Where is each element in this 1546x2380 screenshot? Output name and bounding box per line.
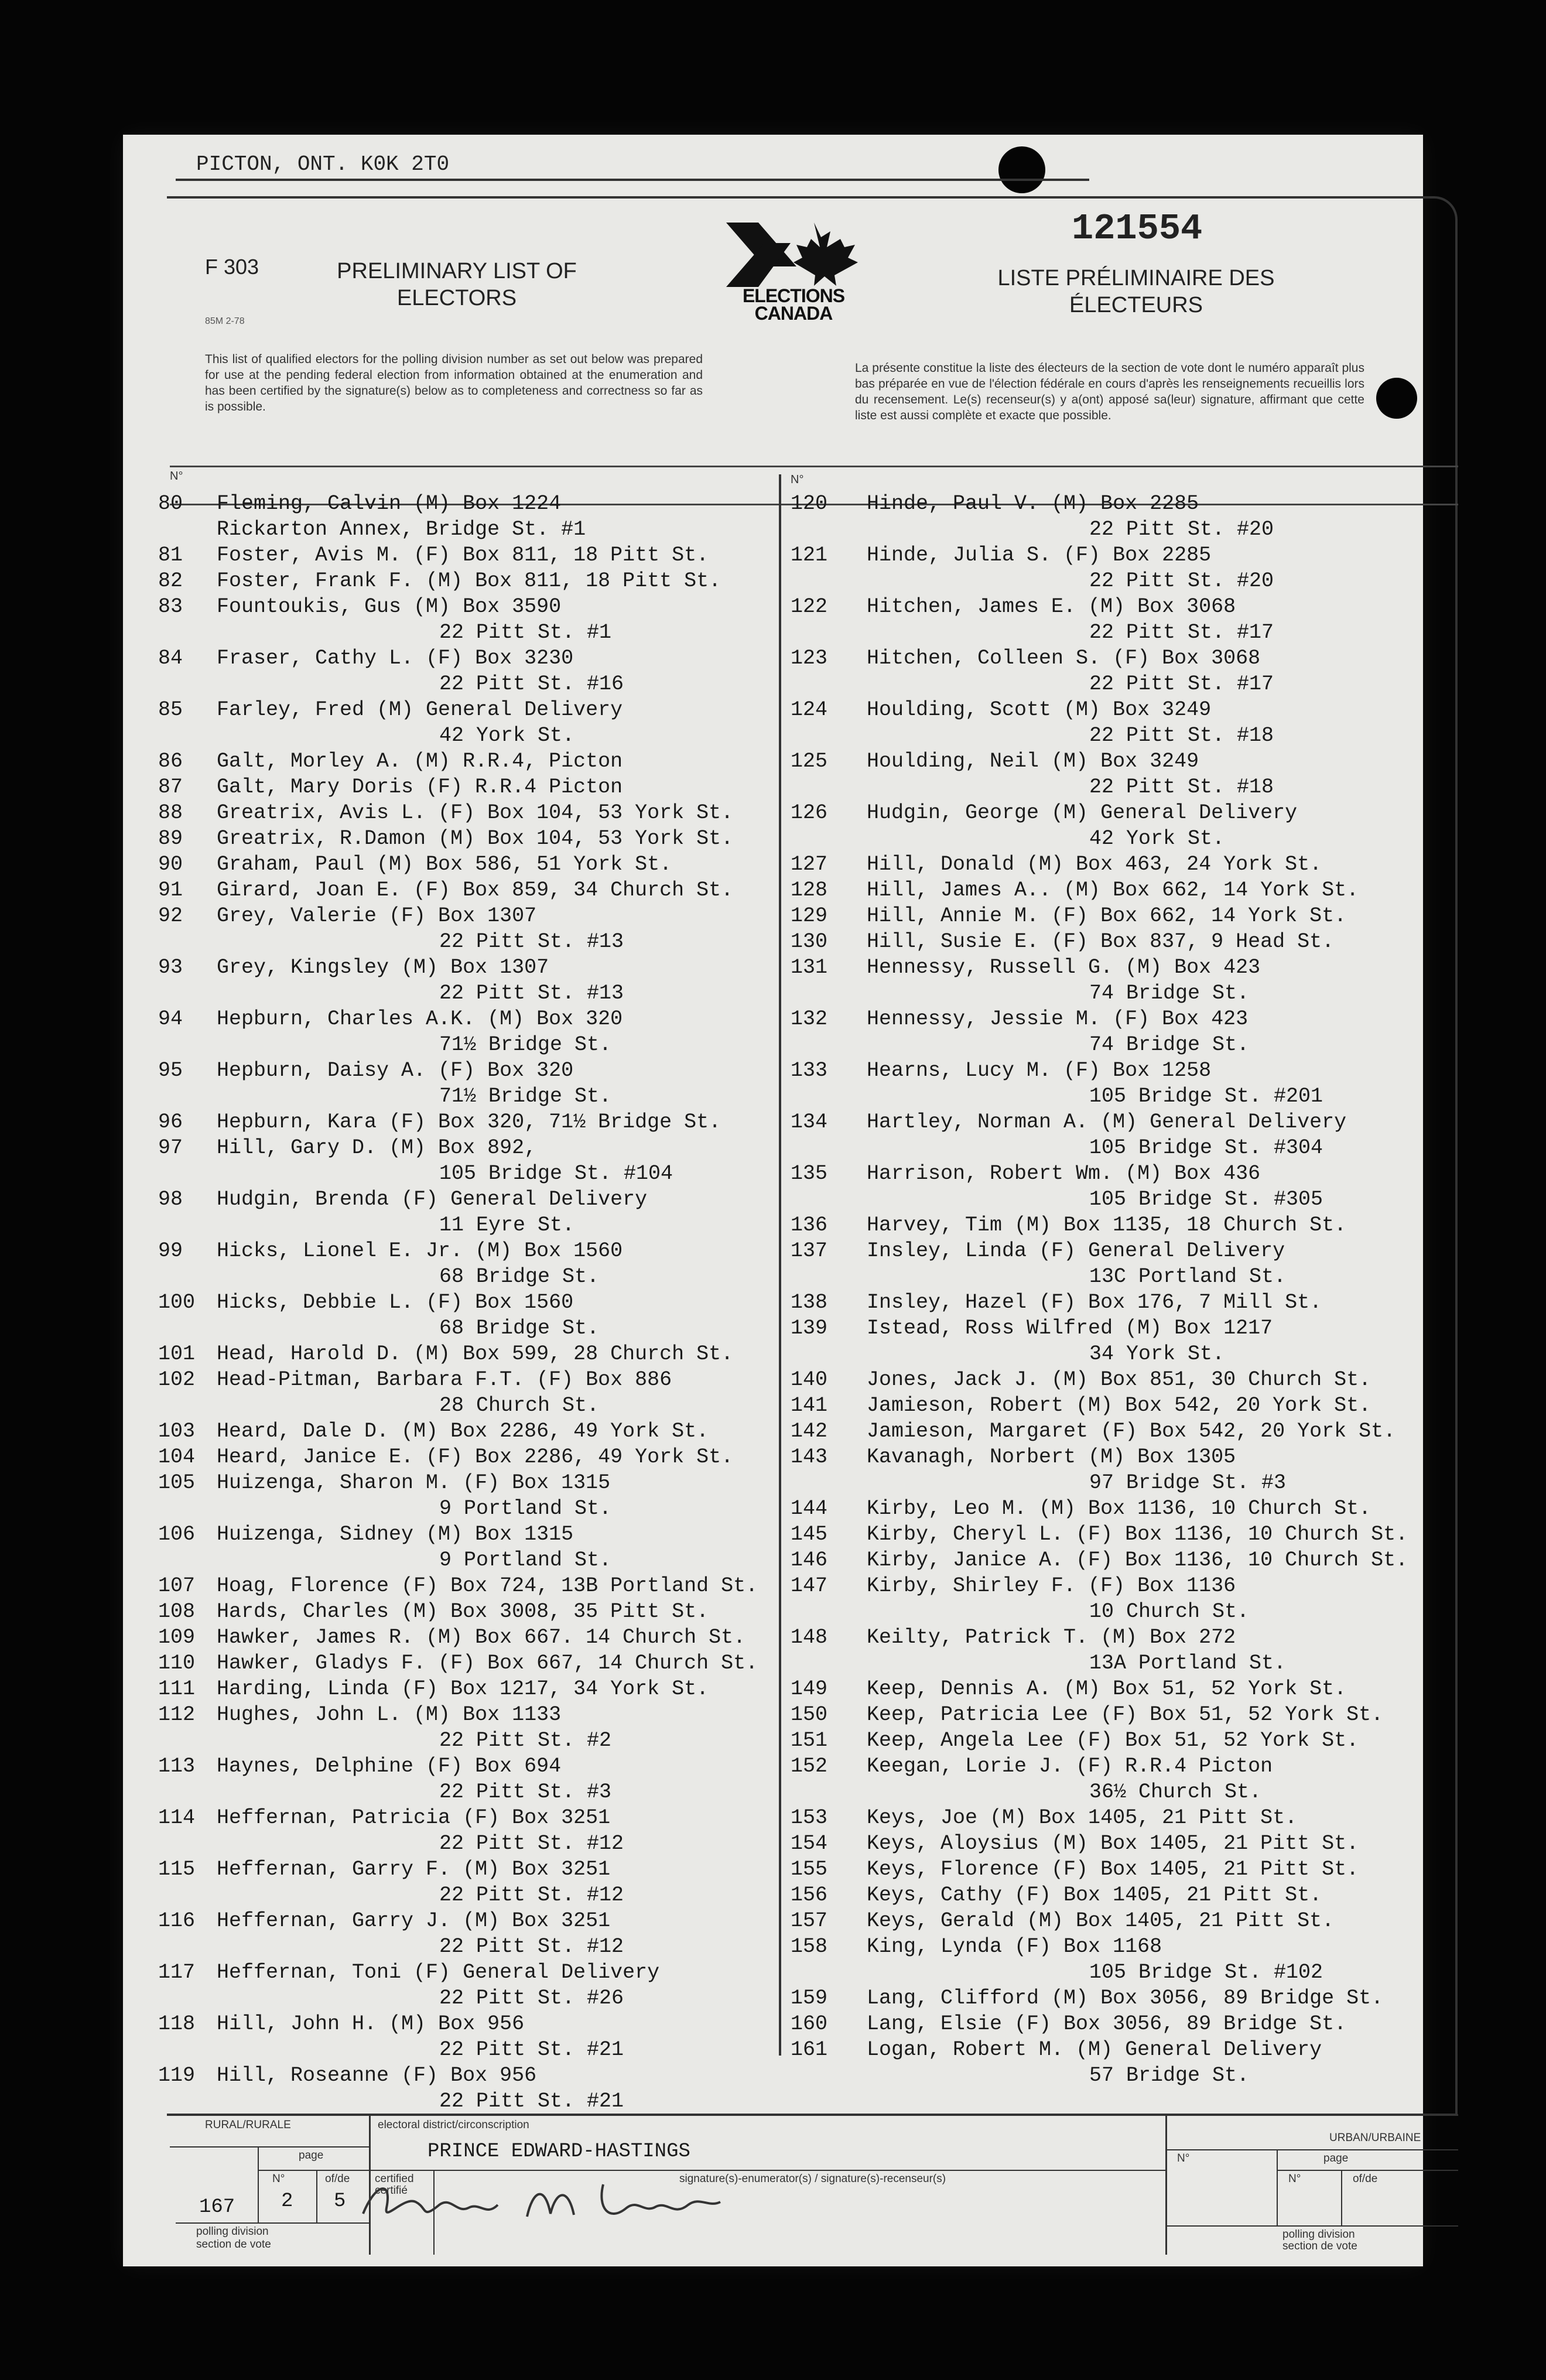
elector-number: 95 — [158, 1059, 183, 1082]
column-number-label: N° — [170, 470, 183, 483]
elector-address: Rickarton Annex, Bridge St. #1 — [217, 518, 586, 541]
elector-number: 98 — [158, 1188, 183, 1211]
elector-name: Istead, Ross Wilfred (M) Box 1217 — [867, 1316, 1273, 1340]
elector-number: 84 — [158, 647, 183, 670]
elector-name: Hartley, Norman A. (M) General Delivery — [867, 1110, 1347, 1134]
elector-address: 105 Bridge St. #201 — [1089, 1085, 1323, 1108]
elector-address: 105 Bridge St. #305 — [1089, 1188, 1323, 1211]
elector-number: 141 — [791, 1394, 828, 1417]
elector-number: 121 — [791, 543, 828, 567]
elector-number: 150 — [791, 1703, 828, 1726]
elector-number: 125 — [791, 750, 828, 773]
elector-address: 13C Portland St. — [1089, 1265, 1287, 1288]
elector-number: 158 — [791, 1935, 828, 1958]
divider — [258, 2170, 369, 2171]
elector-name: Keys, Aloysius (M) Box 1405, 21 Pitt St. — [867, 1832, 1359, 1855]
elector-address: 71½ Bridge St. — [439, 1085, 612, 1108]
elector-address: 105 Bridge St. #104 — [439, 1162, 673, 1185]
elector-name: King, Lynda (F) Box 1168 — [867, 1935, 1162, 1958]
elector-number: 122 — [791, 595, 828, 618]
elector-name: Insley, Hazel (F) Box 176, 7 Mill St. — [867, 1291, 1322, 1314]
elector-name: Greatrix, Avis L. (F) Box 104, 53 York St. — [217, 801, 734, 825]
elector-name: Hill, James A.. (M) Box 662, 14 York St. — [867, 878, 1359, 902]
elector-name: Head, Harold D. (M) Box 599, 28 Church St. — [217, 1342, 734, 1366]
elector-number: 120 — [791, 492, 828, 515]
elector-address: 11 Eyre St. — [439, 1213, 575, 1237]
divider — [176, 179, 1089, 181]
elector-name: Hennessy, Russell G. (M) Box 423 — [867, 956, 1261, 979]
elector-name: Insley, Linda (F) General Delivery — [867, 1239, 1285, 1263]
elector-number: 135 — [791, 1162, 828, 1185]
elector-number: 118 — [158, 2012, 196, 2036]
elector-name: Hudgin, Brenda (F) General Delivery — [217, 1188, 648, 1211]
elector-address: 22 Pitt St. #13 — [439, 982, 624, 1005]
page-total: 5 — [334, 2190, 346, 2213]
elector-number: 116 — [158, 1909, 196, 1933]
elector-number: 128 — [791, 878, 828, 902]
divider — [176, 2222, 369, 2224]
elector-number: 101 — [158, 1342, 196, 1366]
polling-division-label-fr: section de vote — [196, 2238, 271, 2251]
elector-number: 147 — [791, 1574, 828, 1598]
print-code: 85M 2-78 — [205, 316, 245, 326]
elector-number: 93 — [158, 956, 183, 979]
elector-number: 157 — [791, 1909, 828, 1933]
elector-name: Head-Pitman, Barbara F.T. (F) Box 886 — [217, 1368, 672, 1391]
elector-name: Hughes, John L. (M) Box 1133 — [217, 1703, 562, 1726]
elector-number: 106 — [158, 1523, 196, 1546]
elector-number: 103 — [158, 1420, 196, 1443]
divider — [1165, 2225, 1458, 2227]
elector-number: 104 — [158, 1445, 196, 1469]
elector-address: 22 Pitt St. #26 — [439, 1986, 624, 2010]
punch-hole — [998, 146, 1045, 193]
elector-number: 86 — [158, 750, 183, 773]
elector-name: Galt, Morley A. (M) R.R.4, Picton — [217, 750, 623, 773]
elector-address: 105 Bridge St. #304 — [1089, 1136, 1323, 1160]
elector-name: Harrison, Robert Wm. (M) Box 436 — [867, 1162, 1261, 1185]
elector-name: Harding, Linda (F) Box 1217, 34 York St. — [217, 1677, 709, 1701]
elector-address: 97 Bridge St. #3 — [1089, 1471, 1287, 1495]
elector-name: Fountoukis, Gus (M) Box 3590 — [217, 595, 562, 618]
elector-number: 82 — [158, 569, 183, 593]
elector-address: 22 Pitt St. #18 — [1089, 775, 1274, 799]
elector-name: Hudgin, George (M) General Delivery — [867, 801, 1298, 825]
elector-number: 109 — [158, 1626, 196, 1649]
elector-number: 80 — [158, 492, 183, 515]
column-number-label: N° — [791, 473, 804, 486]
elector-address: 22 Pitt St. #12 — [439, 1935, 624, 1958]
elector-name: Hinde, Paul V. (M) Box 2285 — [867, 492, 1199, 515]
elector-number: 111 — [158, 1677, 196, 1701]
divider — [170, 2146, 369, 2148]
elector-name: Kirby, Cheryl L. (F) Box 1136, 10 Church St. — [867, 1523, 1408, 1546]
divider — [258, 2146, 259, 2222]
elector-number: 146 — [791, 1548, 828, 1572]
elector-number: 140 — [791, 1368, 828, 1391]
elector-address: 22 Pitt St. #16 — [439, 672, 624, 696]
elector-number: 112 — [158, 1703, 196, 1726]
elector-number: 156 — [791, 1883, 828, 1907]
elector-name: Girard, Joan E. (F) Box 859, 34 Church St. — [217, 878, 734, 902]
elector-name: Keys, Cathy (F) Box 1405, 21 Pitt St. — [867, 1883, 1322, 1907]
elector-number: 89 — [158, 827, 183, 850]
elector-number: 148 — [791, 1626, 828, 1649]
elector-number: 117 — [158, 1961, 196, 1984]
elector-name: Heard, Janice E. (F) Box 2286, 49 York St. — [217, 1445, 734, 1469]
elector-name: Hinde, Julia S. (F) Box 2285 — [867, 543, 1212, 567]
elector-name: Lang, Clifford (M) Box 3056, 89 Bridge St. — [867, 1986, 1384, 2010]
elector-number: 155 — [791, 1858, 828, 1881]
elector-name: Kirby, Shirley F. (F) Box 1136 — [867, 1574, 1236, 1598]
elector-number: 153 — [791, 1806, 828, 1830]
elector-name: Foster, Avis M. (F) Box 811, 18 Pitt St. — [217, 543, 709, 567]
elector-name: Hawker, James R. (M) Box 667. 14 Church St. — [217, 1626, 746, 1649]
elector-number: 113 — [158, 1755, 196, 1778]
elector-number: 130 — [791, 930, 828, 953]
elector-name: Hill, Gary D. (M) Box 892, — [217, 1136, 537, 1160]
elector-address: 22 Pitt St. #17 — [1089, 672, 1274, 696]
elector-number: 133 — [791, 1059, 828, 1082]
intro-text-french: La présente constitue la liste des électeurs de la section de vote dont le numéro apparaît plus bas préparée en vue de l'élection fédérale en cours d'après les renseignements recueillis lors du recensement. Le(s) recenseur(s) y a(ont) apposé sa(leur) signature, affirmant que cette liste est aussi complète et exacte que possible. — [855, 361, 1364, 422]
elector-number: 81 — [158, 543, 183, 567]
elector-number: 149 — [791, 1677, 828, 1701]
elector-name: Harvey, Tim (M) Box 1135, 18 Church St. — [867, 1213, 1347, 1237]
elector-number: 110 — [158, 1651, 196, 1675]
elector-number: 99 — [158, 1239, 183, 1263]
elector-address: 68 Bridge St. — [439, 1265, 600, 1288]
elector-name: Grey, Kingsley (M) Box 1307 — [217, 956, 549, 979]
elector-name: Hill, Susie E. (F) Box 837, 9 Head St. — [867, 930, 1335, 953]
elector-number: 94 — [158, 1007, 183, 1031]
elector-address: 9 Portland St. — [439, 1497, 612, 1520]
elector-name: Keep, Angela Lee (F) Box 51, 52 York St. — [867, 1729, 1359, 1752]
elector-number: 97 — [158, 1136, 183, 1160]
elector-address: 28 Church St. — [439, 1394, 600, 1417]
urban-polling-label-fr: section de vote — [1282, 2240, 1357, 2252]
elector-name: Hepburn, Kara (F) Box 320, 71½ Bridge St. — [217, 1110, 721, 1134]
elector-name: Hawker, Gladys F. (F) Box 667, 14 Church St. — [217, 1651, 758, 1675]
elector-number: 136 — [791, 1213, 828, 1237]
elector-name: Huizenga, Sidney (M) Box 1315 — [217, 1523, 574, 1546]
elector-name: Keys, Gerald (M) Box 1405, 21 Pitt St. — [867, 1909, 1335, 1933]
elector-number: 143 — [791, 1445, 828, 1469]
elector-number: 154 — [791, 1832, 828, 1855]
page-number: 2 — [281, 2190, 293, 2213]
elector-name: Grey, Valerie (F) Box 1307 — [217, 904, 537, 928]
elector-address: 42 York St. — [1089, 827, 1225, 850]
elector-name: Heffernan, Garry F. (M) Box 3251 — [217, 1858, 611, 1881]
elector-name: Greatrix, R.Damon (M) Box 104, 53 York St. — [217, 827, 734, 850]
elector-name: Foster, Frank F. (M) Box 811, 18 Pitt St. — [217, 569, 721, 593]
elector-number: 115 — [158, 1858, 196, 1881]
elector-number: 152 — [791, 1755, 828, 1778]
elector-name: Kavanagh, Norbert (M) Box 1305 — [867, 1445, 1236, 1469]
elector-number: 159 — [791, 1986, 828, 2010]
elector-name: Hepburn, Charles A.K. (M) Box 320 — [217, 1007, 623, 1031]
form-code: F 303 — [205, 255, 259, 279]
intro-text-english: This list of qualified electors for the polling division number as set out below was prepared for use at the pending federal election from information obtained at the enumeration and has been certified by the signature(s) below as to completeness and correctness so far as is possible. — [205, 353, 703, 413]
elector-name: Heffernan, Garry J. (M) Box 3251 — [217, 1909, 611, 1933]
elector-address: 22 Pitt St. #12 — [439, 1832, 624, 1855]
divider — [1165, 2114, 1167, 2255]
rural-label: RURAL/RURALE — [205, 2119, 291, 2131]
elector-number: 107 — [158, 1574, 196, 1598]
elector-address: 9 Portland St. — [439, 1548, 612, 1572]
divider — [170, 2114, 1458, 2116]
elector-name: Fleming, Calvin (M) Box 1224 — [217, 492, 562, 515]
elector-number: 129 — [791, 904, 828, 928]
elector-name: Hitchen, Colleen S. (F) Box 3068 — [867, 647, 1261, 670]
elector-name: Jamieson, Margaret (F) Box 542, 20 York St. — [867, 1420, 1396, 1443]
elector-name: Hepburn, Daisy A. (F) Box 320 — [217, 1059, 574, 1082]
polling-division-label: polling division — [196, 2225, 269, 2238]
divider — [1165, 2149, 1458, 2150]
urban-no-label: N° — [1177, 2152, 1190, 2164]
elector-name: Hennessy, Jessie M. (F) Box 423 — [867, 1007, 1249, 1031]
elector-address: 57 Bridge St. — [1089, 2064, 1250, 2087]
elector-address: 22 Pitt St. #12 — [439, 1883, 624, 1907]
elector-name: Kirby, Leo M. (M) Box 1136, 10 Church St. — [867, 1497, 1371, 1520]
elector-number: 114 — [158, 1806, 196, 1830]
elector-name: Houlding, Scott (M) Box 3249 — [867, 698, 1212, 721]
elector-number: 124 — [791, 698, 828, 721]
divider — [170, 466, 1458, 467]
elector-address: 10 Church St. — [1089, 1600, 1250, 1623]
elector-number: 96 — [158, 1110, 183, 1134]
elector-number: 92 — [158, 904, 183, 928]
elector-name: Houlding, Neil (M) Box 3249 — [867, 750, 1199, 773]
elector-name: Hearns, Lucy M. (F) Box 1258 — [867, 1059, 1212, 1082]
district-label: electoral district/circonscription — [378, 2119, 529, 2131]
elector-address: 105 Bridge St. #102 — [1089, 1961, 1323, 1984]
elector-name: Hill, Donald (M) Box 463, 24 York St. — [867, 853, 1322, 876]
elector-name: Keys, Joe (M) Box 1405, 21 Pitt St. — [867, 1806, 1298, 1830]
page-label: page — [299, 2149, 324, 2162]
elector-number: 83 — [158, 595, 183, 618]
elector-address: 68 Bridge St. — [439, 1316, 600, 1340]
divider — [316, 2170, 317, 2222]
elector-number: 102 — [158, 1368, 196, 1391]
elector-name: Keep, Patricia Lee (F) Box 51, 52 York St. — [867, 1703, 1384, 1726]
elector-address: 22 Pitt St. #20 — [1089, 569, 1274, 593]
elector-number: 160 — [791, 2012, 828, 2036]
postal-address: PICTON, ONT. K0K 2T0 — [196, 152, 450, 176]
elector-address: 22 Pitt St. #1 — [439, 621, 612, 644]
elector-number: 105 — [158, 1471, 196, 1495]
title-french: LISTE PRÉLIMINAIRE DES ÉLECTEURS — [997, 266, 1275, 317]
elector-number: 100 — [158, 1291, 196, 1314]
elector-name: Heffernan, Toni (F) General Delivery — [217, 1961, 660, 1984]
elector-name: Hill, John H. (M) Box 956 — [217, 2012, 525, 2036]
elector-number: 145 — [791, 1523, 828, 1546]
elector-name: Hill, Roseanne (F) Box 956 — [217, 2064, 537, 2087]
elector-name: Hicks, Lionel E. Jr. (M) Box 1560 — [217, 1239, 623, 1263]
elector-name: Galt, Mary Doris (F) R.R.4 Picton — [217, 775, 623, 799]
elector-name: Keep, Dennis A. (M) Box 51, 52 York St. — [867, 1677, 1347, 1701]
elector-number: 151 — [791, 1729, 828, 1752]
elector-address: 71½ Bridge St. — [439, 1033, 612, 1056]
electors-list-form — [123, 135, 1423, 2266]
elector-name: Lang, Elsie (F) Box 3056, 89 Bridge St. — [867, 2012, 1347, 2036]
certified-label: certified — [375, 2173, 414, 2185]
divider — [1277, 2149, 1278, 2225]
elector-number: 88 — [158, 801, 183, 825]
district-value: PRINCE EDWARD-HASTINGS — [427, 2140, 690, 2163]
polling-division-number: 167 — [199, 2196, 235, 2218]
elector-address: 42 York St. — [439, 724, 575, 747]
elector-number: 126 — [791, 801, 828, 825]
elector-name: Jones, Jack J. (M) Box 851, 30 Church St. — [867, 1368, 1371, 1391]
certified-label-fr: certifié — [375, 2184, 408, 2197]
elector-number: 91 — [158, 878, 183, 902]
elector-address: 74 Bridge St. — [1089, 1033, 1250, 1056]
elector-name: Hards, Charles (M) Box 3008, 35 Pitt St. — [217, 1600, 709, 1623]
elector-name: Farley, Fred (M) General Delivery — [217, 698, 623, 721]
elector-number: 119 — [158, 2064, 196, 2087]
elector-number: 139 — [791, 1316, 828, 1340]
elector-address: 13A Portland St. — [1089, 1651, 1287, 1675]
elector-name: Keilty, Patrick T. (M) Box 272 — [867, 1626, 1236, 1649]
elector-name: Logan, Robert M. (M) General Delivery — [867, 2038, 1322, 2061]
elector-address: 36½ Church St. — [1089, 1780, 1262, 1804]
divider — [1341, 2170, 1342, 2225]
elector-number: 137 — [791, 1239, 828, 1263]
elector-name: Hicks, Debbie L. (F) Box 1560 — [217, 1291, 574, 1314]
elector-address: 22 Pitt St. #21 — [439, 2038, 624, 2061]
elector-number: 127 — [791, 853, 828, 876]
elector-number: 138 — [791, 1291, 828, 1314]
elector-name: Keys, Florence (F) Box 1405, 21 Pitt St. — [867, 1858, 1359, 1881]
elector-number: 90 — [158, 853, 183, 876]
elector-address: 74 Bridge St. — [1089, 982, 1250, 1005]
elector-name: Heffernan, Patricia (F) Box 3251 — [217, 1806, 611, 1830]
divider — [369, 2170, 1165, 2171]
elector-number: 134 — [791, 1110, 828, 1134]
elector-name: Fraser, Cathy L. (F) Box 3230 — [217, 647, 574, 670]
elector-name: Keegan, Lorie J. (F) R.R.4 Picton — [867, 1755, 1273, 1778]
elector-number: 108 — [158, 1600, 196, 1623]
elector-name: Huizenga, Sharon M. (F) Box 1315 — [217, 1471, 611, 1495]
elector-address: 22 Pitt St. #18 — [1089, 724, 1274, 747]
elector-address: 22 Pitt St. #2 — [439, 1729, 612, 1752]
elector-number: 161 — [791, 2038, 828, 2061]
divider — [1277, 2170, 1458, 2171]
page-of-label: of/de — [325, 2173, 350, 2185]
elector-address: 22 Pitt St. #17 — [1089, 621, 1274, 644]
elector-name: Haynes, Delphine (F) Box 694 — [217, 1755, 562, 1778]
elector-number: 131 — [791, 956, 828, 979]
elector-number: 144 — [791, 1497, 828, 1520]
title-english: PRELIMINARY LIST OF ELECTORS — [337, 259, 577, 310]
elector-address: 34 York St. — [1089, 1342, 1225, 1366]
logo-wordmark: ELECTIONS CANADA — [742, 285, 845, 324]
elector-name: Graham, Paul (M) Box 586, 51 York St. — [217, 853, 672, 876]
elector-name: Hill, Annie M. (F) Box 662, 14 York St. — [867, 904, 1347, 928]
urban-page-of-label: of/de — [1353, 2173, 1378, 2185]
enumerator-signature — [351, 2173, 732, 2231]
elector-number: 85 — [158, 698, 183, 721]
urban-page-label: page — [1323, 2152, 1349, 2164]
urban-polling-label: polling division — [1282, 2228, 1355, 2241]
elector-address: 22 Pitt St. #13 — [439, 930, 624, 953]
elector-name: Kirby, Janice A. (F) Box 1136, 10 Church St. — [867, 1548, 1408, 1572]
elector-name: Heard, Dale D. (M) Box 2286, 49 York St. — [217, 1420, 709, 1443]
signature-label: signature(s)-enumerator(s) / signature(s)-recenseur(s) — [679, 2173, 946, 2185]
elector-number: 142 — [791, 1420, 828, 1443]
page-no-label: N° — [272, 2173, 285, 2185]
elector-number: 87 — [158, 775, 183, 799]
elector-number: 123 — [791, 647, 828, 670]
urban-label: URBAN/URBAINE — [1329, 2132, 1421, 2144]
elector-address: 22 Pitt St. #20 — [1089, 518, 1274, 541]
elector-number: 132 — [791, 1007, 828, 1031]
elector-name: Hitchen, James E. (M) Box 3068 — [867, 595, 1236, 618]
elector-name: Jamieson, Robert (M) Box 542, 20 York St. — [867, 1394, 1371, 1417]
serial-number: 121554 — [1072, 208, 1203, 249]
urban-page-no-label: N° — [1288, 2173, 1301, 2185]
column-divider — [779, 474, 781, 2056]
elector-name: Hoag, Florence (F) Box 724, 13B Portland St. — [217, 1574, 758, 1598]
elector-address: 22 Pitt St. #3 — [439, 1780, 612, 1804]
elector-address: 22 Pitt St. #21 — [439, 2090, 624, 2113]
